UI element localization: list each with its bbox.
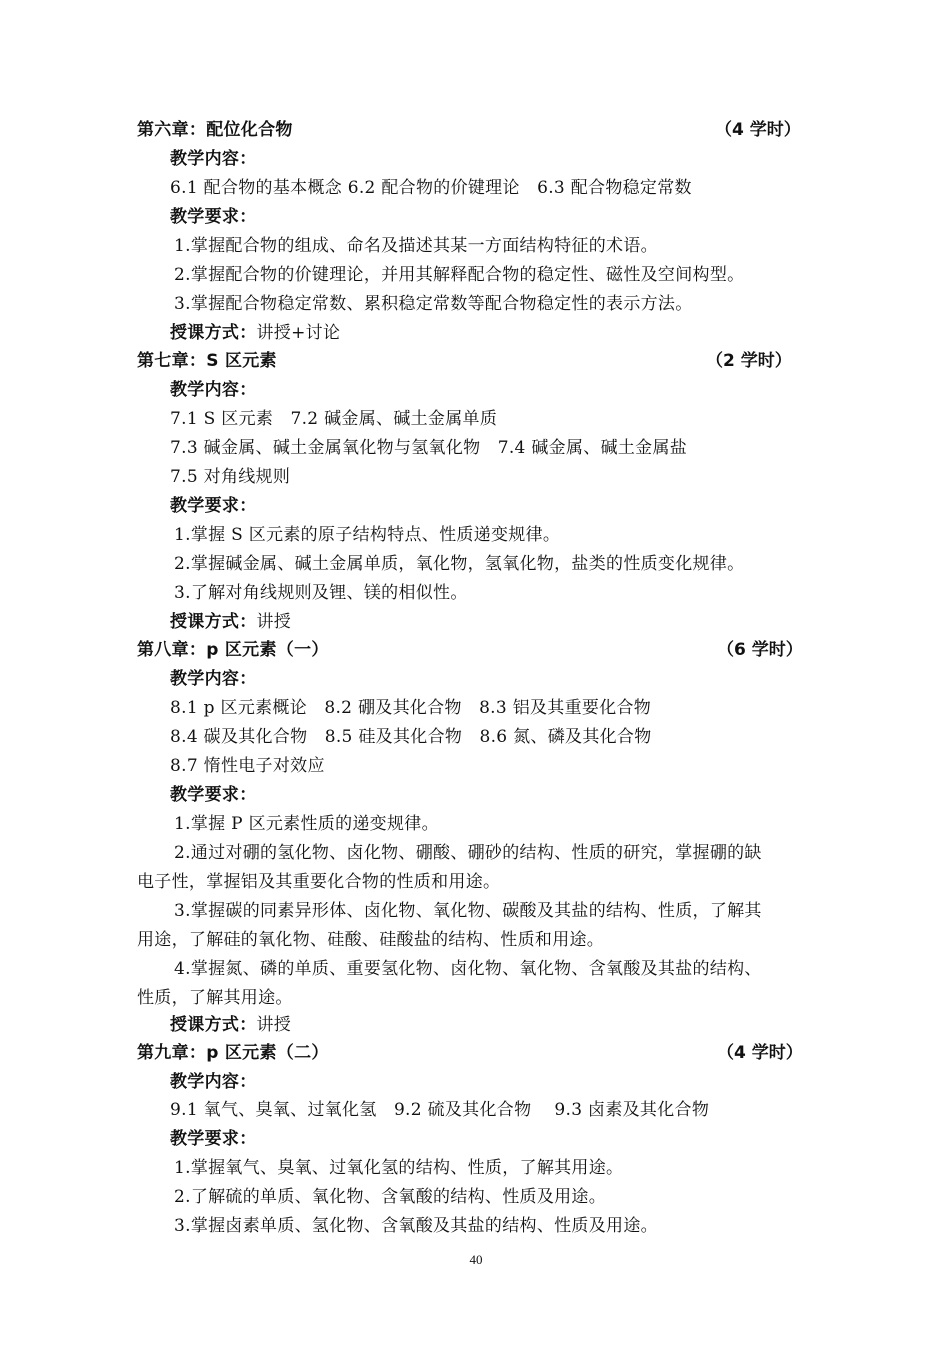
chapter-9-req-line: 1.掌握氧气、臭氧、过氧化氢的结构、性质，了解其用途。 <box>174 1158 624 1178</box>
chapter-9-content-line: 9.1 氧气、臭氧、过氧化氢 9.2 硫及其化合物 9.3 卤素及其化合物 <box>170 1100 710 1120</box>
chapter-8-req-line: 3.掌握碳的同素异形体、卤化物、氧化物、碳酸及其盐的结构、性质，了解其 <box>174 901 762 921</box>
chapter-8-req-line: 2.通过对硼的氢化物、卤化物、硼酸、硼砂的结构、性质的研究，掌握硼的缺 <box>174 843 762 863</box>
chapter-7-req-line: 3.了解对角线规则及锂、镁的相似性。 <box>174 583 468 603</box>
chapter-8-req-line: 4.掌握氮、磷的单质、重要氢化物、卤化物、氧化物、含氧酸及其盐的结构、 <box>174 959 762 979</box>
chapter-6-req-line: 3.掌握配合物稳定常数、累积稳定常数等配合物稳定性的表示方法。 <box>174 294 693 314</box>
method-value: 讲授 <box>256 1015 292 1035</box>
method-label: 授课方式： <box>170 1015 257 1035</box>
method-value: 讲授 <box>256 612 292 632</box>
chapter-8-content-line: 8.1 p 区元素概论 8.2 硼及其化合物 8.3 铝及其重要化合物 <box>170 698 652 718</box>
chapter-8-req-line: 1.掌握 P 区元素性质的递变规律。 <box>174 814 439 834</box>
chapter-7-req-label: 教学要求： <box>170 496 257 516</box>
chapter-6-req-line: 2.掌握配合物的价键理论，并用其解释配合物的稳定性、磁性及空间构型。 <box>174 265 745 285</box>
chapter-7-method <box>170 612 291 632</box>
chapter-8-title: 第八章：p 区元素（一） <box>137 640 329 660</box>
chapter-9-req-line: 3.掌握卤素单质、氢化物、含氧酸及其盐的结构、性质及用途。 <box>174 1216 658 1236</box>
page-number: 40 <box>469 1252 483 1267</box>
method-label: 授课方式： <box>170 323 257 343</box>
chapter-8-req-line: 用途，了解硅的氧化物、硅酸、硅酸盐的结构、性质和用途。 <box>137 930 605 950</box>
chapter-8-req-label: 教学要求： <box>170 785 257 805</box>
chapter-8-content-line: 8.7 惰性电子对效应 <box>170 756 325 776</box>
chapter-7-req-line: 1.掌握 S 区元素的原子结构特点、性质递变规律。 <box>174 525 561 545</box>
chapter-8-req-line: 电子性，掌握铝及其重要化合物的性质和用途。 <box>137 872 501 892</box>
method-label: 授课方式： <box>170 612 257 632</box>
chapter-8-method <box>170 1015 291 1035</box>
chapter-9-content-label: 教学内容： <box>170 1072 257 1092</box>
chapter-6-method <box>170 323 340 343</box>
chapter-7-content-line: 7.5 对角线规则 <box>170 467 291 487</box>
chapter-7-title: 第七章：S 区元素 <box>137 351 277 371</box>
method-value: 讲授+讨论 <box>256 323 341 343</box>
chapter-6-content-line: 6.1 配合物的基本概念 6.2 配合物的价键理论 6.3 配合物稳定常数 <box>170 178 692 198</box>
chapter-6-req-label: 教学要求： <box>170 207 257 227</box>
chapter-7-content-line: 7.3 碱金属、碱土金属氧化物与氢氧化物 7.4 碱金属、碱土金属盐 <box>170 438 688 458</box>
chapter-7-content-line: 7.1 S 区元素 7.2 碱金属、碱土金属单质 <box>170 409 498 429</box>
chapter-7-hours: （2 学时） <box>706 351 792 371</box>
chapter-7-req-line: 2.掌握碱金属、碱土金属单质，氧化物，氢氧化物，盐类的性质变化规律。 <box>174 554 745 574</box>
chapter-6-hours: （4 学时） <box>715 120 801 140</box>
chapter-6-content-label: 教学内容： <box>170 149 257 169</box>
chapter-9-title: 第九章：p 区元素（二） <box>137 1043 329 1063</box>
chapter-8-hours: （6 学时） <box>717 640 803 660</box>
chapter-8-content-line: 8.4 碳及其化合物 8.5 硅及其化合物 8.6 氮、磷及其化合物 <box>170 727 652 747</box>
chapter-9-req-label: 教学要求： <box>170 1129 257 1149</box>
chapter-6-req-line: 1.掌握配合物的组成、命名及描述其某一方面结构特征的术语。 <box>174 236 658 256</box>
chapter-8-req-line: 性质，了解其用途。 <box>137 988 293 1008</box>
chapter-9-hours: （4 学时） <box>717 1043 803 1063</box>
chapter-9-req-line: 2.了解硫的单质、氧化物、含氧酸的结构、性质及用途。 <box>174 1187 607 1207</box>
chapter-8-content-label: 教学内容： <box>170 669 257 689</box>
chapter-6-title: 第六章：配位化合物 <box>137 120 293 140</box>
chapter-7-content-label: 教学内容： <box>170 380 257 400</box>
